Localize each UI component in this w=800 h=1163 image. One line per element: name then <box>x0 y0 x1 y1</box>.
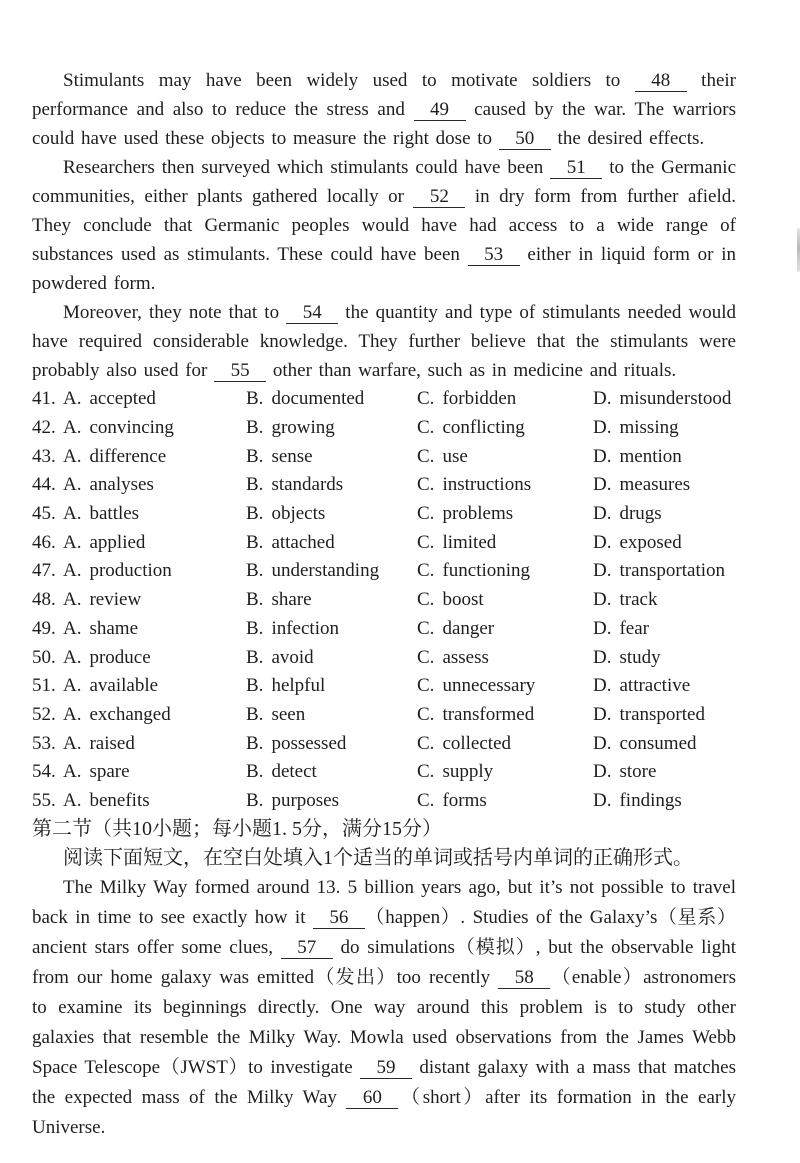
option-word: instructions <box>442 474 532 496</box>
option-c <box>417 790 593 812</box>
option-b <box>246 647 417 669</box>
option-letter: D. <box>593 789 612 811</box>
option-word: production <box>89 560 172 582</box>
option-row-54 <box>32 758 736 787</box>
option-word: store <box>619 761 657 783</box>
question-number: 45. <box>32 503 56 525</box>
option-letter: D. <box>593 703 612 725</box>
option-letter: B. <box>246 474 264 496</box>
option-letter: C. <box>417 589 435 611</box>
question-number: 54. <box>32 761 56 783</box>
option-word: transformed <box>442 703 535 725</box>
option-letter: B. <box>246 531 264 553</box>
option-word: benefits <box>89 789 150 811</box>
option-word: transported <box>619 703 705 725</box>
option-c <box>417 417 593 439</box>
blank-48: 48 <box>635 71 687 92</box>
option-word: spare <box>89 761 130 783</box>
option-word: avoid <box>271 646 314 668</box>
option-c <box>417 704 593 726</box>
option-b <box>246 532 417 554</box>
option-word: drugs <box>619 503 662 525</box>
option-letter: D. <box>593 388 612 410</box>
option-word: functioning <box>442 560 531 582</box>
blank-50: 50 <box>499 129 551 150</box>
option-b <box>246 761 417 783</box>
option-word: share <box>271 589 312 611</box>
option-d <box>593 733 736 755</box>
option-letter: C. <box>417 761 435 783</box>
question-number: 44. <box>32 474 56 496</box>
option-d <box>593 503 736 525</box>
option-word: missing <box>619 417 679 439</box>
option-word: growing <box>271 417 335 439</box>
blank-57: 57 <box>281 938 333 959</box>
option-b <box>246 675 417 697</box>
option-word: collected <box>442 732 512 754</box>
option-letter: C. <box>417 675 435 697</box>
option-row-53 <box>32 729 736 758</box>
section-two-instruction: 阅读下面短文，在空白处填入1个适当的单词或括号内单词的正确形式。 <box>63 847 693 870</box>
option-letter: D. <box>593 646 612 668</box>
option-word: use <box>442 445 468 467</box>
option-c <box>417 532 593 554</box>
option-a <box>63 532 246 554</box>
option-letter: A. <box>63 445 82 467</box>
option-b <box>246 388 417 410</box>
option-c <box>417 589 593 611</box>
question-number: 48. <box>32 589 56 611</box>
option-letter: C. <box>417 531 435 553</box>
option-letter: C. <box>417 646 435 668</box>
option-letter: B. <box>246 560 264 582</box>
option-word: study <box>619 646 661 668</box>
option-b <box>246 733 417 755</box>
option-a <box>63 675 246 697</box>
option-letter: D. <box>593 761 612 783</box>
option-a <box>63 589 246 611</box>
option-row-47 <box>32 557 736 586</box>
option-letter: A. <box>63 474 82 496</box>
option-b <box>246 790 417 812</box>
option-letter: A. <box>63 789 82 811</box>
option-b <box>246 589 417 611</box>
option-word: unnecessary <box>442 675 536 697</box>
gapfill-passage <box>32 873 736 1143</box>
option-letter: B. <box>246 617 264 639</box>
option-word: shame <box>89 617 139 639</box>
blank-56: 56 <box>313 908 365 929</box>
option-word: exchanged <box>89 703 171 725</box>
options-table <box>32 385 736 815</box>
option-d <box>593 704 736 726</box>
option-a <box>63 761 246 783</box>
option-word: supply <box>442 761 494 783</box>
option-letter: B. <box>246 417 264 439</box>
option-letter: A. <box>63 675 82 697</box>
option-letter: A. <box>63 761 82 783</box>
option-a <box>63 417 246 439</box>
question-number: 41. <box>32 388 56 410</box>
option-word: objects <box>271 503 326 525</box>
option-word: track <box>619 589 658 611</box>
question-number: 52. <box>32 703 56 725</box>
option-word: detect <box>271 761 317 783</box>
option-word: boost <box>442 589 484 611</box>
option-letter: B. <box>246 703 264 725</box>
option-c <box>417 733 593 755</box>
option-letter: C. <box>417 560 435 582</box>
option-letter: C. <box>417 474 435 496</box>
blank-52: 52 <box>413 187 465 208</box>
question-number: 46. <box>32 531 56 553</box>
option-row-52 <box>32 701 736 730</box>
option-a <box>63 503 246 525</box>
option-row-49 <box>32 615 736 644</box>
option-c <box>417 675 593 697</box>
question-number: 53. <box>32 732 56 754</box>
option-word: difference <box>89 445 167 467</box>
option-word: accepted <box>89 388 156 410</box>
option-d <box>593 675 736 697</box>
option-word: exposed <box>619 531 682 553</box>
option-letter: A. <box>63 646 82 668</box>
blank-54: 54 <box>286 303 338 324</box>
option-letter: B. <box>246 789 264 811</box>
option-d <box>593 560 736 582</box>
option-word: fear <box>619 617 650 639</box>
option-letter: B. <box>246 646 264 668</box>
blank-51: 51 <box>550 158 602 179</box>
option-d <box>593 474 736 496</box>
option-word: misunderstood <box>619 388 732 410</box>
option-letter: B. <box>246 388 264 410</box>
option-row-51 <box>32 672 736 701</box>
option-row-45 <box>32 500 736 529</box>
option-a <box>63 618 246 640</box>
option-c <box>417 647 593 669</box>
blank-60: 60 <box>346 1088 398 1109</box>
blank-59: 59 <box>360 1058 412 1079</box>
option-letter: D. <box>593 474 612 496</box>
option-word: helpful <box>271 675 326 697</box>
option-word: review <box>89 589 142 611</box>
option-word: possessed <box>271 732 347 754</box>
option-word: forms <box>442 789 487 811</box>
option-row-48 <box>32 586 736 615</box>
option-letter: A. <box>63 589 82 611</box>
option-letter: B. <box>246 503 264 525</box>
option-letter: A. <box>63 503 82 525</box>
option-letter: A. <box>63 617 82 639</box>
passage-paragraph: Moreover, they note that to 54 the quantity and type of stimulants needed would have required considerable knowledge. They further believe that the stimulants were probably also used for 55 other than warfare, such as in medicine and rituals. <box>32 302 736 381</box>
option-word: attractive <box>619 675 691 697</box>
option-d <box>593 446 736 468</box>
option-word: standards <box>271 474 344 496</box>
option-a <box>63 790 246 812</box>
option-word: forbidden <box>442 388 517 410</box>
option-a <box>63 446 246 468</box>
option-letter: C. <box>417 388 435 410</box>
option-letter: D. <box>593 531 612 553</box>
option-d <box>593 388 736 410</box>
option-d <box>593 647 736 669</box>
option-a <box>63 388 246 410</box>
passage-paragraph: Researchers then surveyed which stimulants could have been 51 to the Germanic communities, either plants gathered locally or 52 in dry form from further afield. They conclude that Germanic peoples would have had access to a wide range of substances used as stimulants. These could have been 53 either in liquid form or in powdered form. <box>32 157 737 294</box>
blank-49: 49 <box>414 100 466 121</box>
question-number: 49. <box>32 617 56 639</box>
option-word: produce <box>89 646 151 668</box>
option-row-55 <box>32 787 736 816</box>
option-word: limited <box>442 531 497 553</box>
option-c <box>417 503 593 525</box>
option-letter: A. <box>63 417 82 439</box>
option-d <box>593 618 736 640</box>
option-word: consumed <box>619 732 697 754</box>
option-letter: C. <box>417 703 435 725</box>
option-a <box>63 733 246 755</box>
option-word: purposes <box>271 789 339 811</box>
option-a <box>63 704 246 726</box>
option-letter: D. <box>593 617 612 639</box>
option-row-44 <box>32 471 736 500</box>
option-letter: B. <box>246 732 264 754</box>
option-letter: D. <box>593 445 612 467</box>
option-row-46 <box>32 528 736 557</box>
option-letter: C. <box>417 503 435 525</box>
question-number: 47. <box>32 560 56 582</box>
option-d <box>593 589 736 611</box>
blank-53: 53 <box>468 245 520 266</box>
option-letter: A. <box>63 703 82 725</box>
option-letter: A. <box>63 732 82 754</box>
option-letter: C. <box>417 417 435 439</box>
option-d <box>593 417 736 439</box>
option-b <box>246 618 417 640</box>
option-letter: C. <box>417 789 435 811</box>
option-c <box>417 388 593 410</box>
option-word: understanding <box>271 560 380 582</box>
option-letter: C. <box>417 732 435 754</box>
option-letter: C. <box>417 617 435 639</box>
option-b <box>246 560 417 582</box>
option-word: danger <box>442 617 495 639</box>
option-word: mention <box>619 445 682 467</box>
option-letter: D. <box>593 589 612 611</box>
option-letter: A. <box>63 560 82 582</box>
option-a <box>63 560 246 582</box>
option-b <box>246 503 417 525</box>
option-word: seen <box>271 703 306 725</box>
question-number: 43. <box>32 445 56 467</box>
option-letter: D. <box>593 675 612 697</box>
option-c <box>417 560 593 582</box>
option-d <box>593 790 736 812</box>
option-row-50 <box>32 643 736 672</box>
option-row-42 <box>32 414 736 443</box>
option-word: analyses <box>89 474 154 496</box>
option-letter: D. <box>593 417 612 439</box>
option-c <box>417 446 593 468</box>
option-letter: D. <box>593 732 612 754</box>
option-b <box>246 704 417 726</box>
cloze-passage <box>32 66 736 385</box>
option-d <box>593 532 736 554</box>
option-c <box>417 474 593 496</box>
blank-55: 55 <box>214 361 266 382</box>
option-word: infection <box>271 617 339 639</box>
option-word: sense <box>271 445 313 467</box>
option-word: available <box>89 675 159 697</box>
blank-58: 58 <box>498 968 550 989</box>
question-number: 55. <box>32 789 56 811</box>
option-word: conflicting <box>442 417 525 439</box>
option-c <box>417 618 593 640</box>
option-b <box>246 446 417 468</box>
page-content <box>32 66 736 1143</box>
option-c <box>417 761 593 783</box>
option-word: transportation <box>619 560 726 582</box>
option-letter: B. <box>246 445 264 467</box>
option-word: problems <box>442 503 514 525</box>
option-word: assess <box>442 646 489 668</box>
option-row-43 <box>32 442 736 471</box>
option-a <box>63 474 246 496</box>
option-word: attached <box>271 531 335 553</box>
option-word: convincing <box>89 417 174 439</box>
option-word: applied <box>89 531 146 553</box>
option-word: measures <box>619 474 691 496</box>
option-d <box>593 761 736 783</box>
question-number: 51. <box>32 675 56 697</box>
option-word: raised <box>89 732 135 754</box>
option-letter: B. <box>246 675 264 697</box>
option-letter: A. <box>63 531 82 553</box>
option-row-41 <box>32 385 736 414</box>
option-letter: D. <box>593 560 612 582</box>
question-number: 42. <box>32 417 56 439</box>
option-b <box>246 474 417 496</box>
option-word: documented <box>271 388 365 410</box>
passage-paragraph: The Milky Way formed around 13. 5 billion years ago, but it’s not possible to travel back in time to see exactly how it 56 （happen）. Studies of the Galaxy’s（星系）ancient stars offer some clues, 57 do simulations（模拟）, but the observable light from our home galaxy was emitted（发出）too recently 58 （enable）astronomers to examine its beginnings directly. One way around this problem is to study other galaxies that resemble the Milky Way. Mowla used observations from the James Webb Space Telescope（JWST）to investigate 59 distant galaxy with a mass that matches the expected mass of the Milky Way 60 （short）after its formation in the early Universe. <box>32 877 736 1139</box>
option-letter: C. <box>417 445 435 467</box>
option-letter: B. <box>246 589 264 611</box>
passage-paragraph: Stimulants may have been widely used to motivate soldiers to 48 their performance and also to reduce the stress and 49 caused by the war. The warriors could have used these objects to measure the right dose to 50 the desired effects. <box>32 70 736 149</box>
section-two-heading: 第二节（共10小题；每小题1. 5分，满分15分） <box>32 818 442 841</box>
option-letter: A. <box>63 388 82 410</box>
question-number: 50. <box>32 646 56 668</box>
option-letter: D. <box>593 503 612 525</box>
option-word: findings <box>619 789 682 811</box>
option-letter: B. <box>246 761 264 783</box>
option-word: battles <box>89 503 140 525</box>
option-b <box>246 417 417 439</box>
option-a <box>63 647 246 669</box>
